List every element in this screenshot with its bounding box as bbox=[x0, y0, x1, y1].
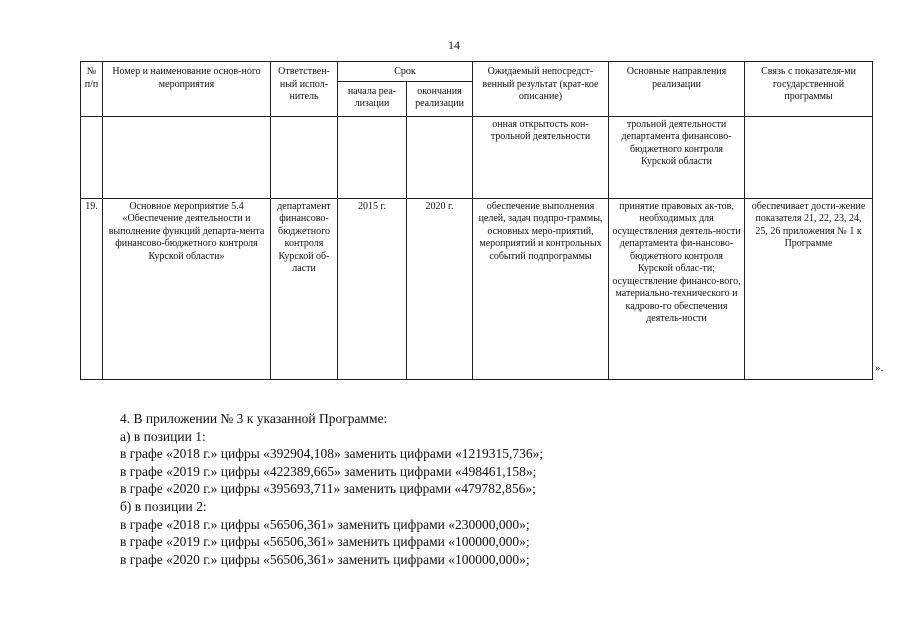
header-term: Срок bbox=[338, 62, 473, 82]
measures-table bbox=[80, 61, 873, 380]
text-line: в графе «2018 г.» цифры «56506,361» заменить цифрами «230000,000»; bbox=[120, 516, 530, 532]
cell-link: обеспечивает дости-жение показателя 21, 22, 23, 24, 25, 26 приложения № 1 к Программе bbox=[745, 198, 873, 379]
text-line: в графе «2019 г.» цифры «56506,361» заменить цифрами «100000,000»; bbox=[120, 534, 530, 550]
cell-end: 2020 г. bbox=[407, 198, 473, 379]
header-link: Связь с показателя-ми государственной программы bbox=[745, 62, 873, 117]
cell-num: 19. bbox=[81, 198, 103, 379]
page-number: 14 bbox=[448, 38, 460, 52]
header-num: № п/п bbox=[81, 62, 103, 117]
text-line: 4. В приложении № 3 к указанной Программе: bbox=[120, 411, 388, 426]
amendment-text bbox=[120, 410, 543, 568]
header-directions: Основные направления реализации bbox=[609, 62, 745, 117]
text-line: б) в позиции 2: bbox=[120, 498, 207, 514]
cell-link bbox=[745, 116, 873, 198]
text-line: в графе «2018 г.» цифры «392904,108» заменить цифрами «1219315,736»; bbox=[120, 446, 544, 462]
header-result: Ожидаемый непосредст-венный результат (крат-кое описание) bbox=[473, 62, 609, 117]
text-line: в графе «2020 г.» цифры «56506,361» заменить цифрами «100000,000»; bbox=[120, 551, 530, 567]
cell-directions: принятие правовых ак-тов, необходимых для осуществления деятель-ности департамента фи-нансово-бюджетного контроля Курской облас-ти; осуществление финансо-вого, материально-технического и кадрово-го обеспечения деятель-ности bbox=[609, 198, 745, 379]
header-term-start: начала реа-лизации bbox=[338, 81, 407, 116]
cell-name bbox=[103, 116, 271, 198]
cell-directions: трольной деятельности департамента финансово-бюджетного контроля Курской области bbox=[609, 116, 745, 198]
header-term-end: окончания реализации bbox=[407, 81, 473, 116]
header-responsible: Ответствен-ный испол-нитель bbox=[271, 62, 338, 117]
cell-end bbox=[407, 116, 473, 198]
closing-quote: ». bbox=[875, 362, 884, 374]
cell-responsible bbox=[271, 116, 338, 198]
table-row bbox=[81, 198, 873, 379]
text-line: в графе «2019 г.» цифры «422389,665» заменить цифрами «498461,158»; bbox=[120, 463, 537, 479]
header-name: Номер и наименование основ-ного мероприятия bbox=[103, 62, 271, 117]
cell-result: онная открытость кон-трольной деятельности bbox=[473, 116, 609, 198]
text-line: в графе «2020 г.» цифры «395693,711» заменить цифрами «479782,856»; bbox=[120, 481, 536, 497]
table-row bbox=[81, 116, 873, 198]
cell-start: 2015 г. bbox=[338, 198, 407, 379]
cell-responsible: департамент финансово-бюджетного контроля Курской об-ласти bbox=[271, 198, 338, 379]
cell-num bbox=[81, 116, 103, 198]
text-line: а) в позиции 1: bbox=[120, 428, 206, 444]
cell-start bbox=[338, 116, 407, 198]
cell-name: Основное мероприятие 5.4 «Обеспечение деятельности и выполнение функций департа-мента финансово-бюджетного контроля Курской области» bbox=[103, 198, 271, 379]
cell-result: обеспечение выполнения целей, задач подпро-граммы, основных меро-приятий, мероприятий и контрольных событий подпрограммы bbox=[473, 198, 609, 379]
